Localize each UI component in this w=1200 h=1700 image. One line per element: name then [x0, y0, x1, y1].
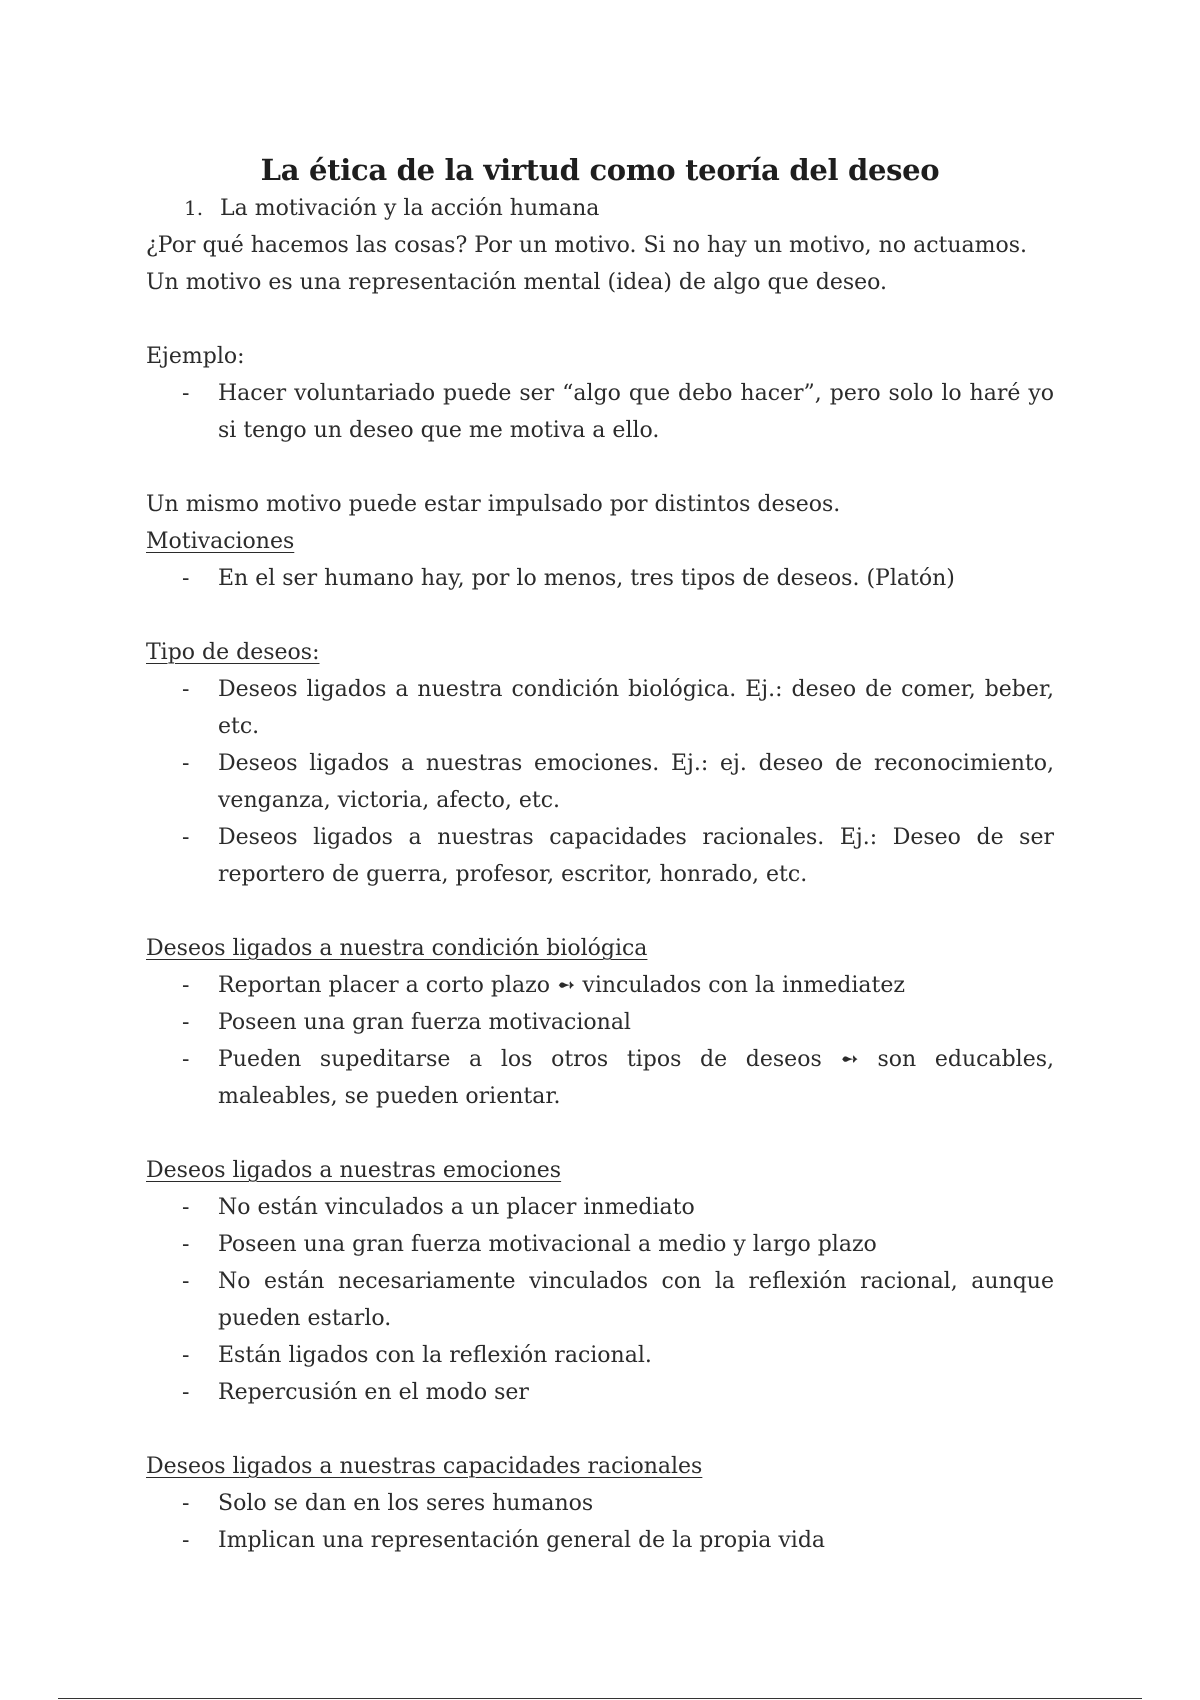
list-item-text: Poseen una gran fuerza motivacional	[218, 1010, 631, 1035]
list-item	[146, 1004, 1054, 1041]
bullet-dash: -	[182, 1491, 190, 1516]
bullet-dash: -	[182, 566, 190, 591]
list-item-text: No están necesariamente vinculados con la reflexión racional, aunque pueden estarlo.	[218, 1269, 1054, 1331]
racionales-heading: Deseos ligados a nuestras capacidades racionales	[146, 1454, 703, 1479]
bullet-dash: -	[182, 1528, 190, 1553]
bullet-dash: -	[182, 751, 190, 776]
section-label: La motivación y la acción humana	[220, 196, 600, 221]
list-item	[146, 1263, 1054, 1337]
document-title: La ética de la virtud como teoría del deseo	[260, 153, 940, 187]
tipos-list	[146, 671, 1054, 893]
bullet-dash: -	[182, 973, 190, 998]
racionales-list	[146, 1485, 1054, 1559]
list-item-text: Deseos ligados a nuestra condición biológica. Ej.: deseo de comer, beber, etc.	[218, 677, 1054, 739]
tipos-heading: Tipo de deseos:	[146, 640, 320, 665]
bullet-dash: -	[182, 825, 190, 850]
bullet-dash: -	[182, 1343, 190, 1368]
list-item-text: Deseos ligados a nuestras emociones. Ej.: ej. deseo de reconocimiento, venganza, victoria, afecto, etc.	[218, 751, 1054, 813]
list-item-text: Implican una representación general de la propia vida	[218, 1528, 826, 1553]
intro-line-1: ¿Por qué hacemos las cosas? Por un motivo. Si no hay un motivo, no actuamos.	[146, 233, 1028, 258]
list-item	[146, 745, 1054, 819]
list-item-text: Solo se dan en los seres humanos	[218, 1491, 594, 1516]
list-item	[146, 1374, 1054, 1411]
list-item-text: Pueden supeditarse a los otros tipos de deseos ➻ son educables, maleables, se pueden orientar.	[218, 1047, 1054, 1109]
list-item-text: Hacer voluntariado puede ser “algo que debo hacer”, pero solo lo haré yo si tengo un deseo que me motiva a ello.	[218, 381, 1054, 443]
list-item	[146, 375, 1054, 449]
list-item	[146, 1485, 1054, 1522]
list-item	[146, 1522, 1054, 1559]
list-item-text: Reportan placer a corto plazo ➻ vinculados con la inmediatez	[218, 973, 905, 998]
list-item-text: Deseos ligados a nuestras capacidades racionales. Ej.: Deseo de ser reportero de guerra, profesor, escritor, honrado, etc.	[218, 825, 1054, 887]
example-label: Ejemplo:	[146, 344, 245, 369]
list-item	[146, 1337, 1054, 1374]
bullet-dash: -	[182, 1010, 190, 1035]
list-item-text: Repercusión en el modo ser	[218, 1380, 529, 1405]
bullet-dash: -	[182, 677, 190, 702]
list-item-text: No están vinculados a un placer inmediato	[218, 1195, 695, 1220]
motivaciones-heading: Motivaciones	[146, 529, 295, 554]
list-item	[146, 671, 1054, 745]
list-item	[146, 819, 1054, 893]
section-heading-1	[184, 190, 1054, 227]
motivaciones-list	[146, 560, 1054, 597]
document-page	[146, 150, 1054, 1559]
list-item-text: Están ligados con la reflexión racional.	[218, 1343, 652, 1368]
list-item	[146, 1041, 1054, 1115]
section-number: 1.	[184, 196, 204, 220]
bullet-dash: -	[182, 1232, 190, 1257]
emociones-heading: Deseos ligados a nuestras emociones	[146, 1158, 562, 1183]
same-motive-paragraph: Un mismo motivo puede estar impulsado por distintos deseos.	[146, 492, 841, 517]
intro-line-2: Un motivo es una representación mental (idea) de algo que deseo.	[146, 270, 888, 295]
bullet-dash: -	[182, 1269, 190, 1294]
footer-rule	[58, 1698, 1142, 1699]
bullet-dash: -	[182, 1380, 190, 1405]
list-item	[146, 1226, 1054, 1263]
biologica-list	[146, 967, 1054, 1115]
list-item	[146, 1189, 1054, 1226]
list-item	[146, 967, 1054, 1004]
biologica-heading: Deseos ligados a nuestra condición biológica	[146, 936, 648, 961]
emociones-list	[146, 1189, 1054, 1411]
list-item-text: Poseen una gran fuerza motivacional a medio y largo plazo	[218, 1232, 877, 1257]
bullet-dash: -	[182, 1047, 190, 1072]
list-item-text: En el ser humano hay, por lo menos, tres tipos de deseos. (Platón)	[218, 566, 955, 591]
bullet-dash: -	[182, 381, 190, 406]
bullet-dash: -	[182, 1195, 190, 1220]
example-list	[146, 375, 1054, 449]
list-item	[146, 560, 1054, 597]
